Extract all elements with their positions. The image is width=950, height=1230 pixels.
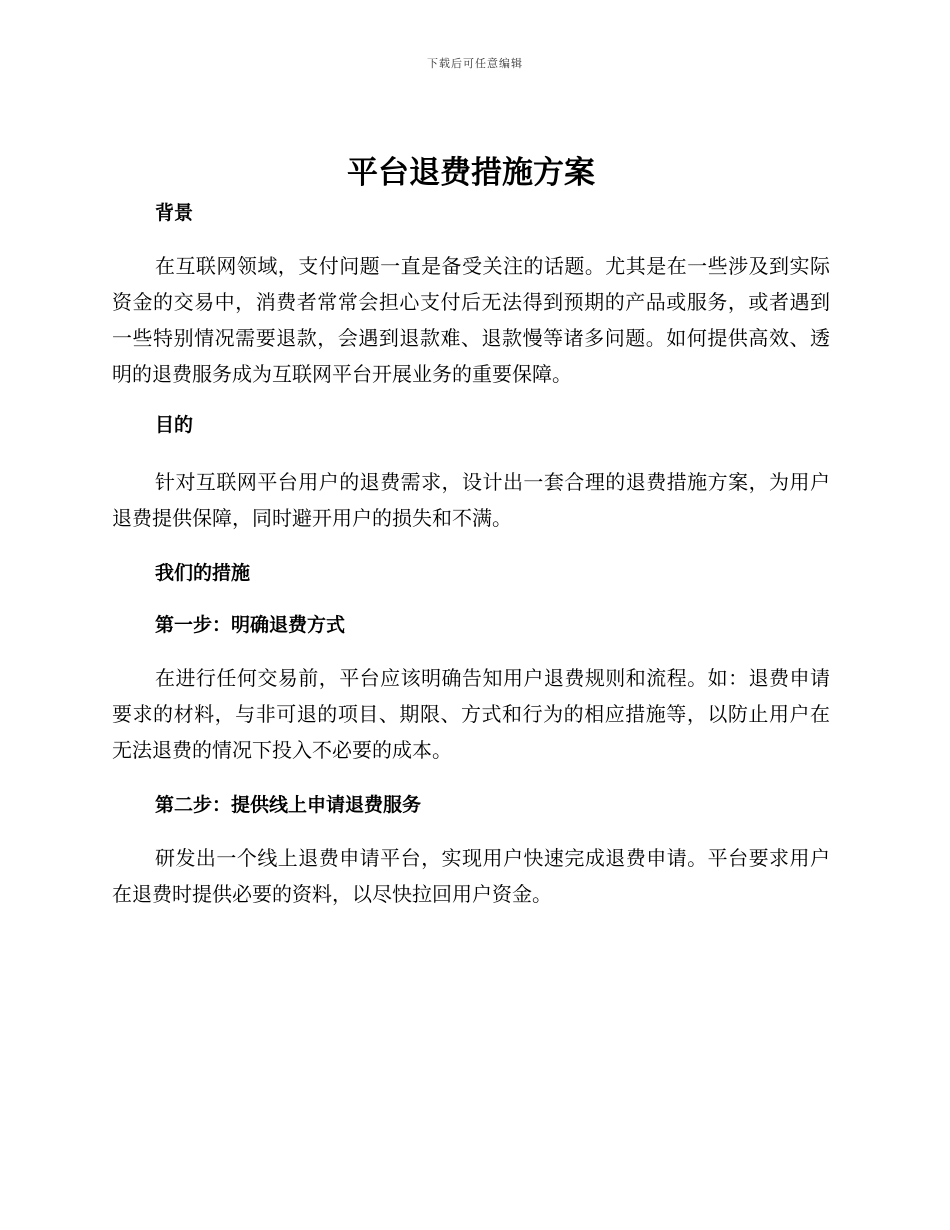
section-heading-measures: 我们的措施 [155,562,251,584]
section-paragraph-background: 在互联网领域，支付问题一直是备受关注的话题。尤其是在一些涉及到实际资金的交易中，消费者常常会担心支付后无法得到预期的产品或服务，或者遇到一些特别情况需要退款，会遇到退款难、退款慢等诸多问题。如何提供高效、透明的退费服务成为互联网平台开展业务的重要保障。 [112,254,830,386]
page-header: 下载后可任意编辑 [427,57,523,70]
section-heading-background: 背景 [155,202,194,224]
section-heading-step2: 第二步：提供线上申请退费服务 [155,794,422,816]
section-paragraph-step1: 在进行任何交易前，平台应该明确告知用户退费规则和流程。如：退费申请要求的材料，与非可退的项目、期限、方式和行为的相应措施等，以防止用户在无法退费的情况下投入不必要的成本。 [112,666,830,762]
section-heading-step1: 第一步：明确退费方式 [155,614,346,636]
document-body [112,150,830,912]
section-heading-purpose: 目的 [155,414,194,436]
section-paragraph-purpose: 针对互联网平台用户的退费需求，设计出一套合理的退费措施方案，为用户退费提供保障，同时避开用户的损失和不满。 [112,470,830,530]
document-title: 平台退费措施方案 [347,155,595,191]
section-paragraph-step2: 研发出一个线上退费申请平台，实现用户快速完成退费申请。平台要求用户在退费时提供必要的资料，以尽快拉回用户资金。 [112,846,830,906]
